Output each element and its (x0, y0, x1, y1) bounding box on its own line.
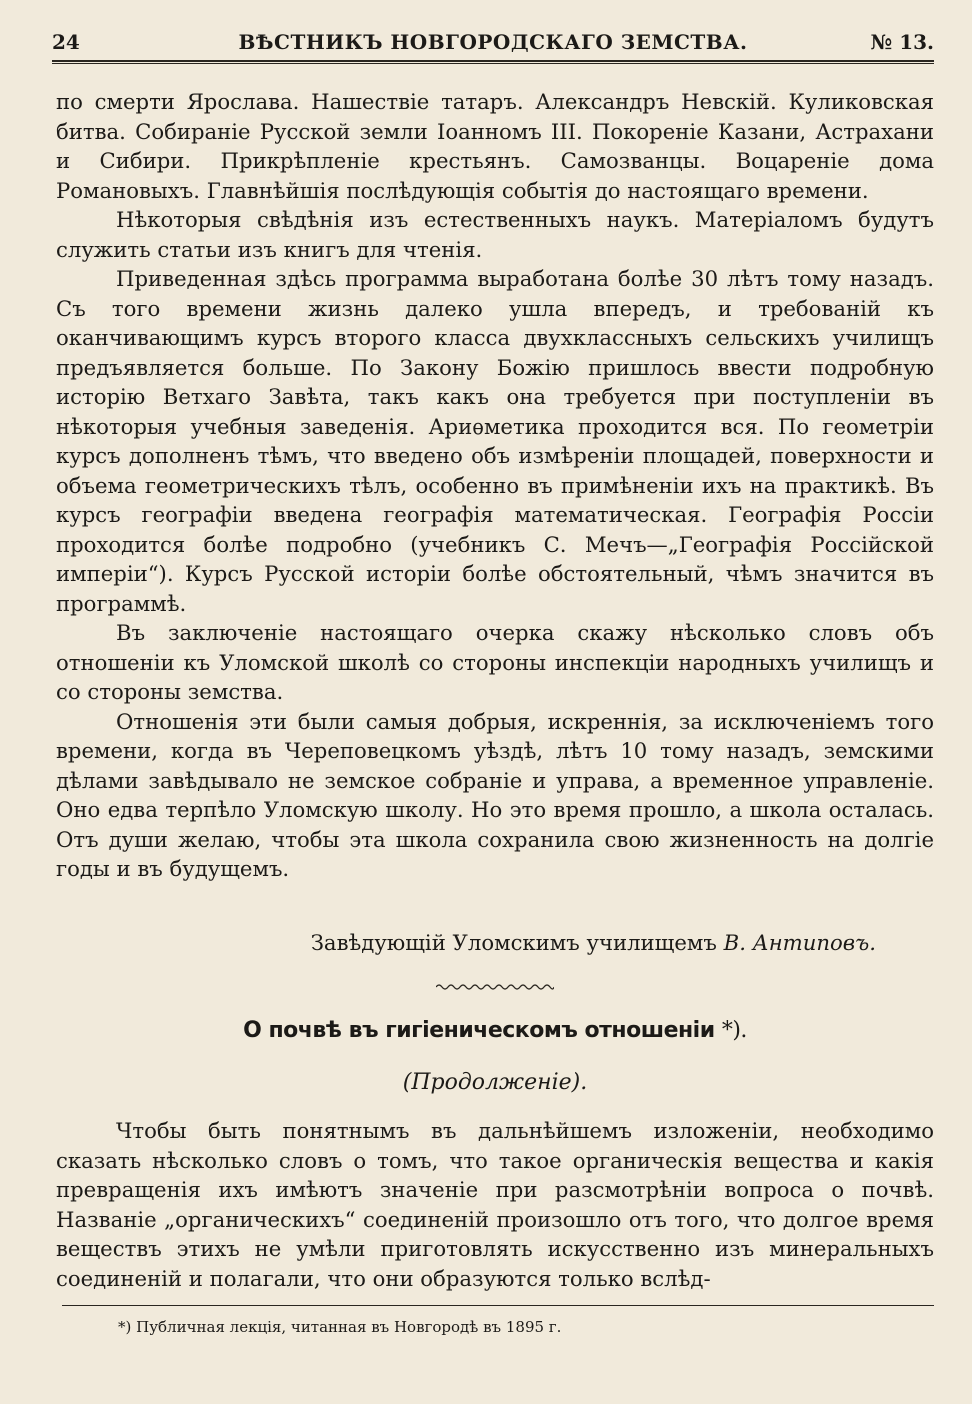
signature-name: В. Антиповъ. (723, 930, 876, 955)
footnote-mark: *). (721, 1018, 747, 1043)
paragraph: Нѣкоторыя свѣдѣнія изъ естественныхъ наукъ. Матеріаломъ будутъ служить статьи изъ книгъ для чтенія. (56, 207, 934, 262)
section-title-text: О почвѣ въ гигіеническомъ отношеніи (243, 1018, 715, 1043)
section-text (56, 1116, 934, 1293)
journal-title: ВѢСТНИКЪ НОВГОРОДСКАГО ЗЕМСТВА. (238, 30, 748, 54)
signature (56, 930, 876, 955)
paragraph: Отношенія эти были самыя добрыя, искреннія, за исключеніемъ того времени, когда въ Череповецкомъ уѣздѣ, лѣтъ 10 тому назадъ, земскими дѣлами завѣдывало не земское собраніе и управа, а временное управленіе. Оно едва терпѣло Уломскую школу. Но это время прошло, а школа осталась. Отъ души желаю, чтобы эта школа сохранила свою жизненность на долгіе годы и въ будущемъ. (56, 708, 934, 881)
footnote-rule (62, 1305, 934, 1306)
header-rule (52, 60, 934, 62)
issue-number: № 13. (870, 30, 934, 54)
paragraph: по смерти Ярослава. Нашествіе татаръ. Александръ Невскій. Куликовская битва. Собираніе Русской земли Іоанномъ III. Покореніе Казани, Астрахани и Сибири. Прикрѣпленіе крестьянъ. Самозванцы. Воцареніе дома Романовыхъ. Главнѣйшія послѣдующія событія до настоящаго времени. (56, 89, 934, 203)
main-text (56, 87, 934, 884)
page-number: 24 (52, 30, 80, 54)
paragraph: Чтобы быть понятнымъ въ дальнѣйшемъ изложеніи, необходимо сказать нѣсколько словъ о томъ, что такое органическія вещества и какія превращенія ихъ имѣютъ значеніе при разсмотрѣніи вопроса о почвѣ. Названіе „органическихъ“ соединеній произошло отъ того, что долгое время веществъ этихъ не умѣли приготовлять искусственно изъ минеральныхъ соединеній и полагали, что они образуются только вслѣд- (56, 1118, 934, 1291)
footnote: *) Публичная лекція, читанная въ Новгородѣ въ 1895 г. (118, 1318, 562, 1336)
header-rule-thin (52, 63, 934, 64)
paragraph: Въ заключеніе настоящаго очерка скажу нѣсколько словъ объ отношеніи къ Уломской школѣ со стороны инспекціи народныхъ училищъ и со стороны земства. (56, 620, 934, 704)
running-header (52, 30, 934, 60)
paragraph: Приведенная здѣсь программа выработана болѣе 30 лѣтъ тому назадъ. Съ того времени жизнь далеко ушла впередъ, и требованій къ оканчивающимъ курсъ второго класса двухклассныхъ сельскихъ училищъ предъявляется больше. По Закону Божію пришлось ввести подробную исторію Ветхаго Завѣта, такъ какъ она требуется при поступленіи въ нѣкоторыя учебныя заведенія. Ариѳметика проходится вся. По геометріи курсъ дополненъ тѣмъ, что введено объ измѣреніи площадей, поверхности и объема геометрическихъ тѣлъ, особенно въ примѣненіи ихъ на практикѣ. Въ курсъ географіи введена географія математическая. Географія Россіи проходится болѣе подробно (учебникъ С. Мечъ—„Географія Россійской имперіи“). Курсъ Русской исторіи болѣе обстоятельный, чѣмъ значится въ программѣ. (56, 266, 934, 616)
section-subtitle: (Продолженіе). (402, 1070, 588, 1095)
section-title (56, 1018, 934, 1043)
wavy-divider (436, 982, 554, 992)
signature-role: Завѣдующій Уломскимъ училищемъ (310, 930, 717, 955)
